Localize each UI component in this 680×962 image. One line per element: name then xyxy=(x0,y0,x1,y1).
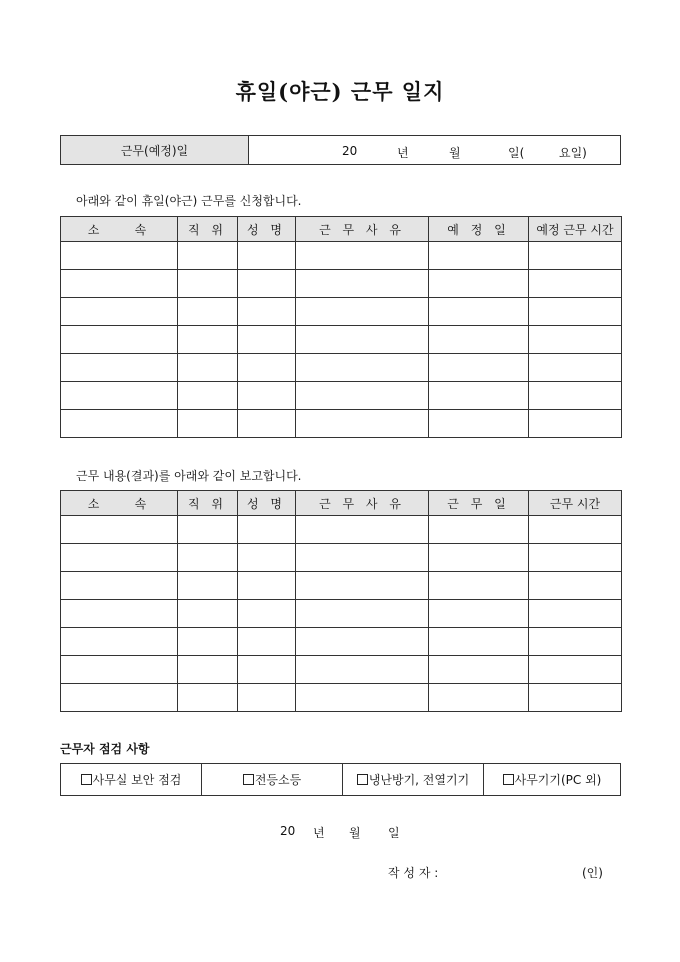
table-cell[interactable] xyxy=(529,326,622,354)
table-row xyxy=(61,656,622,684)
table-row xyxy=(61,242,622,270)
table-cell[interactable] xyxy=(296,354,429,382)
table-cell[interactable] xyxy=(296,516,429,544)
table-cell[interactable] xyxy=(238,628,296,656)
check-office-equipment[interactable] xyxy=(484,764,620,795)
table-row xyxy=(61,298,622,326)
check-office-equipment-label: 사무기기(PC 외) xyxy=(514,773,602,787)
report-header-reason: 근 무 사 유 xyxy=(296,491,429,516)
table-cell[interactable] xyxy=(529,544,622,572)
table-cell[interactable] xyxy=(61,684,178,712)
table-cell[interactable] xyxy=(178,628,238,656)
table-cell[interactable] xyxy=(529,410,622,438)
table-cell[interactable] xyxy=(178,410,238,438)
table-cell[interactable] xyxy=(238,298,296,326)
table-cell[interactable] xyxy=(296,410,429,438)
table-row xyxy=(61,516,622,544)
seal-mark: (인) xyxy=(582,866,603,880)
report-header-date: 근 무 일 xyxy=(429,491,529,516)
check-lights[interactable] xyxy=(202,764,343,795)
checkbox-icon[interactable] xyxy=(243,774,254,785)
table-cell[interactable] xyxy=(529,298,622,326)
table-row xyxy=(61,326,622,354)
table-cell[interactable] xyxy=(61,326,178,354)
table-cell[interactable] xyxy=(61,298,178,326)
table-row xyxy=(61,600,622,628)
checkbox-icon[interactable] xyxy=(81,774,92,785)
table-cell[interactable] xyxy=(238,572,296,600)
table-cell[interactable] xyxy=(529,382,622,410)
table-cell[interactable] xyxy=(529,684,622,712)
table-cell[interactable] xyxy=(61,656,178,684)
footer-month-unit: 월 xyxy=(349,826,361,840)
request-table xyxy=(60,216,622,438)
table-cell[interactable] xyxy=(296,656,429,684)
work-date-label: 근무(예정)일 xyxy=(61,136,249,164)
table-row xyxy=(61,270,622,298)
footer-year-prefix: 20 xyxy=(280,824,296,838)
report-header-name: 성 명 xyxy=(238,491,296,516)
table-cell[interactable] xyxy=(429,656,529,684)
table-cell[interactable] xyxy=(296,684,429,712)
table-cell[interactable] xyxy=(296,572,429,600)
table-cell[interactable] xyxy=(178,354,238,382)
table-row xyxy=(61,544,622,572)
table-cell[interactable] xyxy=(429,382,529,410)
table-cell[interactable] xyxy=(296,242,429,270)
request-header-name: 성 명 xyxy=(238,217,296,242)
table-cell[interactable] xyxy=(429,410,529,438)
table-cell[interactable] xyxy=(238,326,296,354)
table-cell[interactable] xyxy=(61,382,178,410)
table-cell[interactable] xyxy=(238,544,296,572)
table-cell[interactable] xyxy=(178,656,238,684)
check-heating-label: 냉난방기, 전열기기 xyxy=(368,773,470,787)
table-cell[interactable] xyxy=(238,656,296,684)
table-cell[interactable] xyxy=(529,600,622,628)
table-row xyxy=(61,628,622,656)
checkbox-icon[interactable] xyxy=(503,774,514,785)
request-intro: 아래와 같이 휴일(야근) 근무를 신청합니다. xyxy=(76,194,302,208)
table-cell[interactable] xyxy=(238,242,296,270)
report-header-dept: 소 속 xyxy=(61,491,178,516)
table-cell[interactable] xyxy=(296,298,429,326)
work-date-field[interactable] xyxy=(249,136,620,164)
table-cell[interactable] xyxy=(529,242,622,270)
table-row xyxy=(61,410,622,438)
table-cell[interactable] xyxy=(178,600,238,628)
table-cell[interactable] xyxy=(429,242,529,270)
footer-year-unit: 년 xyxy=(313,826,325,840)
table-row xyxy=(61,354,622,382)
table-cell[interactable] xyxy=(238,354,296,382)
table-cell[interactable] xyxy=(296,600,429,628)
author-label: 작 성 자 : xyxy=(388,866,439,880)
table-cell[interactable] xyxy=(178,516,238,544)
table-cell[interactable] xyxy=(61,242,178,270)
request-header-reason: 근 무 사 유 xyxy=(296,217,429,242)
work-date-weekday-unit: 요일) xyxy=(559,146,587,160)
table-cell[interactable] xyxy=(529,354,622,382)
table-cell[interactable] xyxy=(296,382,429,410)
table-cell[interactable] xyxy=(178,270,238,298)
table-cell[interactable] xyxy=(61,516,178,544)
table-cell[interactable] xyxy=(178,326,238,354)
table-cell[interactable] xyxy=(238,382,296,410)
table-cell[interactable] xyxy=(429,600,529,628)
table-cell[interactable] xyxy=(529,572,622,600)
checklist-title: 근무자 점검 사항 xyxy=(60,742,150,756)
request-header-dept: 소 속 xyxy=(61,217,178,242)
table-cell[interactable] xyxy=(296,544,429,572)
table-row xyxy=(61,684,622,712)
table-cell[interactable] xyxy=(61,410,178,438)
table-cell[interactable] xyxy=(61,628,178,656)
table-cell[interactable] xyxy=(429,684,529,712)
table-cell[interactable] xyxy=(429,628,529,656)
report-header-position: 직 위 xyxy=(178,491,238,516)
work-date-year-unit: 년 xyxy=(397,146,409,160)
table-cell[interactable] xyxy=(238,410,296,438)
report-header-hours: 근무 시간 xyxy=(529,491,622,516)
page-title: 휴일(야근) 근무 일지 xyxy=(235,79,445,104)
work-date-day-unit: 일( xyxy=(508,146,525,160)
table-row xyxy=(61,572,622,600)
report-intro: 근무 내용(결과)를 아래와 같이 보고합니다. xyxy=(76,469,302,483)
request-header-position: 직 위 xyxy=(178,217,238,242)
table-cell[interactable] xyxy=(238,516,296,544)
table-cell[interactable] xyxy=(529,270,622,298)
table-cell[interactable] xyxy=(61,600,178,628)
check-security-label: 사무실 보안 점검 xyxy=(92,773,182,787)
table-cell[interactable] xyxy=(61,270,178,298)
table-cell[interactable] xyxy=(61,572,178,600)
table-cell[interactable] xyxy=(178,544,238,572)
table-cell[interactable] xyxy=(529,516,622,544)
check-lights-label: 전등소등 xyxy=(254,773,302,787)
table-cell[interactable] xyxy=(429,544,529,572)
table-cell[interactable] xyxy=(429,298,529,326)
work-date-month-unit: 월 xyxy=(449,146,461,160)
table-cell[interactable] xyxy=(178,382,238,410)
table-cell[interactable] xyxy=(61,354,178,382)
table-cell[interactable] xyxy=(238,684,296,712)
table-cell[interactable] xyxy=(429,516,529,544)
request-header-date: 예 정 일 xyxy=(429,217,529,242)
table-cell[interactable] xyxy=(296,270,429,298)
table-cell[interactable] xyxy=(529,628,622,656)
footer-day-unit: 일 xyxy=(388,826,400,840)
table-row xyxy=(61,382,622,410)
table-cell[interactable] xyxy=(238,270,296,298)
work-date-year-prefix: 20 xyxy=(342,144,358,158)
table-cell[interactable] xyxy=(529,656,622,684)
checklist-row xyxy=(60,763,621,796)
work-date-row xyxy=(60,135,621,165)
table-cell[interactable] xyxy=(429,354,529,382)
table-cell[interactable] xyxy=(429,326,529,354)
checkbox-icon[interactable] xyxy=(357,774,368,785)
check-security[interactable] xyxy=(61,764,202,795)
table-cell[interactable] xyxy=(178,242,238,270)
table-cell[interactable] xyxy=(429,572,529,600)
table-cell[interactable] xyxy=(238,600,296,628)
table-cell[interactable] xyxy=(61,544,178,572)
table-cell[interactable] xyxy=(178,684,238,712)
report-table xyxy=(60,490,622,712)
table-cell[interactable] xyxy=(296,326,429,354)
table-cell[interactable] xyxy=(178,298,238,326)
table-cell[interactable] xyxy=(429,270,529,298)
table-cell[interactable] xyxy=(178,572,238,600)
request-header-hours: 예정 근무 시간 xyxy=(529,217,622,242)
table-cell[interactable] xyxy=(296,628,429,656)
check-heating[interactable] xyxy=(343,764,484,795)
